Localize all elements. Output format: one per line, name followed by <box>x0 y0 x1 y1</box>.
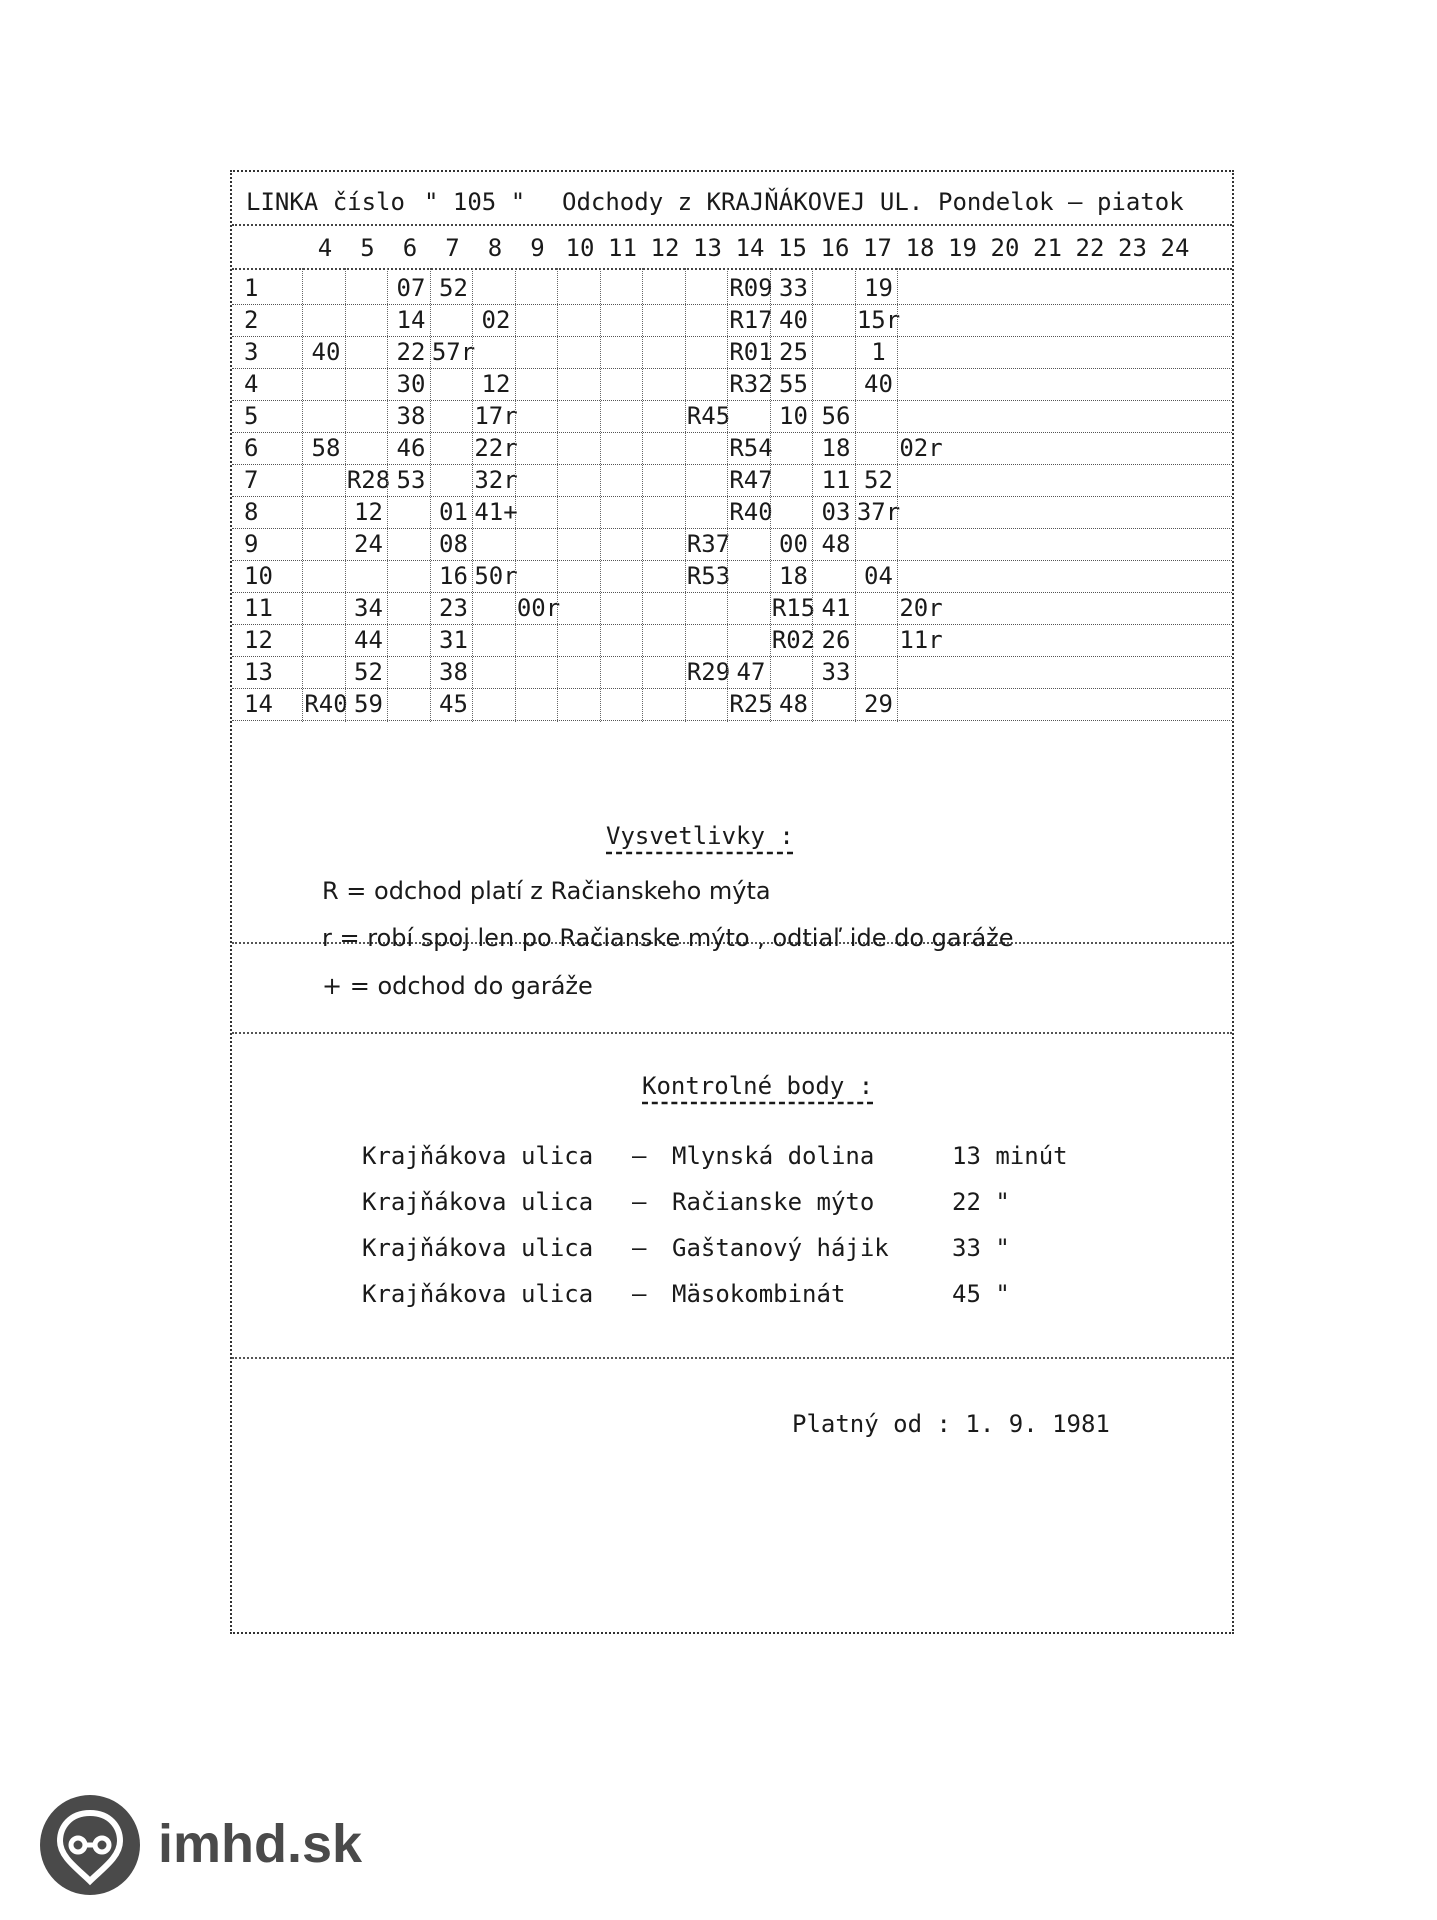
departure-minute: R45 <box>686 402 731 430</box>
hour-label: 13 <box>693 234 722 262</box>
table-row <box>232 336 1232 369</box>
control-point-to: Račianske mýto <box>672 1188 875 1216</box>
departure-minute: 37r <box>856 498 901 526</box>
hour-label: 15 <box>778 234 807 262</box>
departure-minute: 52 <box>864 466 893 494</box>
row-number: 9 <box>244 530 259 558</box>
control-point-from: Krajňákova ulica <box>362 1234 594 1262</box>
row-number: 13 <box>244 658 273 686</box>
table-row <box>232 592 1232 625</box>
departure-minute: R40 <box>729 498 773 526</box>
departure-minute: 47 <box>736 658 766 686</box>
line-number: " 105 " <box>424 188 526 216</box>
table-row <box>232 624 1232 657</box>
departure-minute: R29 <box>686 658 731 686</box>
departure-minute: 23 <box>439 594 468 622</box>
column-line <box>345 268 346 722</box>
departure-minute: 40 <box>779 306 808 334</box>
row-number: 11 <box>244 594 273 622</box>
departure-minute: R02 <box>771 626 816 654</box>
column-line <box>515 268 516 722</box>
departure-minute: 41 <box>821 594 851 622</box>
control-point-from: Krajňákova ulica <box>362 1188 594 1216</box>
departure-minute: 00 <box>779 530 808 558</box>
departure-minute: 14 <box>396 306 426 334</box>
hour-label: 24 <box>1160 234 1190 262</box>
departure-minute: 00r <box>516 594 561 622</box>
control-points-title: Kontrolné body : <box>642 1072 874 1100</box>
control-point-dash: – <box>632 1234 647 1262</box>
column-line <box>727 268 728 722</box>
departure-minute: 48 <box>779 690 808 718</box>
control-point-dash: – <box>632 1188 647 1216</box>
control-point-dash: – <box>632 1142 647 1170</box>
hour-label: 7 <box>445 234 460 262</box>
departure-minute: 12 <box>481 370 511 398</box>
departure-minute: 26 <box>821 626 851 654</box>
control-point-time: 33 " <box>952 1234 1010 1262</box>
line-label: LINKA číslo <box>246 188 405 216</box>
logo-icon <box>40 1795 140 1895</box>
row-number: 10 <box>244 562 273 590</box>
departure-minute: R28 <box>346 466 391 494</box>
row-number: 8 <box>244 498 259 526</box>
table-row <box>232 432 1232 465</box>
departure-minute: 31 <box>439 626 468 654</box>
hour-label: 4 <box>317 234 333 262</box>
control-point-from: Krajňákova ulica <box>362 1142 594 1170</box>
column-line <box>557 268 558 722</box>
departure-minute: 19 <box>864 274 893 302</box>
departure-minute: 20r <box>899 594 943 622</box>
departure-minute: 52 <box>354 658 383 686</box>
hour-label: 5 <box>360 234 375 262</box>
departure-minute: 04 <box>864 562 893 590</box>
row-number: 3 <box>244 338 259 366</box>
row-number: 12 <box>244 626 273 654</box>
departure-minute: 18 <box>779 562 808 590</box>
control-point-to: Gaštanový hájik <box>672 1234 889 1262</box>
departure-minute: R53 <box>686 562 731 590</box>
departure-minute: 33 <box>821 658 851 686</box>
control-point-to: Mäsokombinát <box>672 1280 846 1308</box>
hour-label: 12 <box>650 234 680 262</box>
departure-minute: 57r <box>431 338 476 366</box>
departure-minute: 24 <box>354 530 383 558</box>
departure-minute: 38 <box>439 658 468 686</box>
departure-minute: 41+ <box>474 498 518 526</box>
departure-minute: 02 <box>481 306 511 334</box>
column-line <box>897 268 898 722</box>
table-row <box>232 528 1232 561</box>
hour-label: 9 <box>530 234 545 262</box>
table-row <box>232 688 1232 721</box>
departure-minute: 07 <box>396 274 426 302</box>
departure-minute: 16 <box>439 562 468 590</box>
row-number: 14 <box>244 690 273 718</box>
departure-minute: 40 <box>864 370 893 398</box>
column-line <box>685 268 686 722</box>
departure-minute: 55 <box>779 370 808 398</box>
departure-minute: 11 <box>821 466 851 494</box>
column-line <box>770 268 771 722</box>
departure-minute: 25 <box>779 338 808 366</box>
departure-minute: R17 <box>729 306 773 334</box>
departure-minute: 29 <box>864 690 893 718</box>
departure-minute: 10 <box>779 402 808 430</box>
departure-minute: 59 <box>354 690 383 718</box>
table-row <box>232 400 1232 433</box>
column-line <box>642 268 643 722</box>
hour-label: 18 <box>905 234 935 262</box>
valid-from: Platný od : 1. 9. 1981 <box>792 1410 1110 1438</box>
hour-label: 21 <box>1033 234 1062 262</box>
control-point-time: 22 " <box>952 1188 1010 1216</box>
hour-label: 23 <box>1118 234 1147 262</box>
table-row <box>232 368 1232 401</box>
departure-minute: 56 <box>821 402 851 430</box>
control-point-dash: – <box>632 1280 647 1308</box>
departure-minute: 22r <box>474 434 518 462</box>
departure-minute: R32 <box>729 370 773 398</box>
departure-minute: R25 <box>729 690 773 718</box>
row-number: 1 <box>244 274 259 302</box>
table-row <box>232 304 1232 337</box>
hour-header-row <box>232 228 1232 270</box>
legend-item: r = robí spoj len po Račianske mýto , odtiaľ ide do garáže <box>322 924 1014 952</box>
column-line <box>430 268 431 722</box>
column-line <box>387 268 388 722</box>
departure-minute: R01 <box>729 338 773 366</box>
departure-minute: 50r <box>474 562 518 590</box>
imhd-logo <box>40 1795 400 1895</box>
control-point-time: 45 " <box>952 1280 1010 1308</box>
departure-minute: 08 <box>439 530 468 558</box>
departure-minute: 18 <box>821 434 851 462</box>
timetable-sheet <box>230 170 1234 1634</box>
table-row <box>232 496 1232 529</box>
column-line <box>600 268 601 722</box>
control-point-to: Mlynská dolina <box>672 1142 875 1170</box>
legend-item: R = odchod platí z Račianskeho mýta <box>322 877 771 905</box>
hour-label: 20 <box>990 234 1020 262</box>
hour-label: 6 <box>402 234 418 262</box>
divider <box>232 1032 1232 1034</box>
departure-minute: 48 <box>821 530 851 558</box>
column-line <box>812 268 813 722</box>
row-number: 4 <box>244 370 259 398</box>
hour-label: 14 <box>735 234 765 262</box>
departure-minute: R47 <box>729 466 773 494</box>
departure-minute: R54 <box>729 434 773 462</box>
departure-minute: 58 <box>311 434 341 462</box>
row-number: 5 <box>244 402 259 430</box>
departure-minute: 11r <box>899 626 943 654</box>
hour-label: 11 <box>608 234 637 262</box>
control-point-time: 13 minút <box>952 1142 1068 1170</box>
departure-minute: 44 <box>354 626 383 654</box>
departure-minute: 34 <box>354 594 383 622</box>
departure-minute: 22 <box>396 338 426 366</box>
logo-text: imhd.sk <box>158 1814 363 1874</box>
departure-minute: 46 <box>396 434 426 462</box>
legend-title: Vysvetlivky : <box>606 822 794 850</box>
departure-minute: 45 <box>439 690 468 718</box>
hour-label: 16 <box>820 234 850 262</box>
control-point-from: Krajňákova ulica <box>362 1280 594 1308</box>
departure-minute: 1 <box>871 338 886 366</box>
row-number: 7 <box>244 466 259 494</box>
timetable-header <box>232 172 1232 226</box>
days-label: Pondelok – piatok <box>938 188 1184 216</box>
departure-minute: R40 <box>304 690 348 718</box>
departure-minute: 12 <box>354 498 383 526</box>
hour-label: 22 <box>1075 234 1105 262</box>
departure-minute: 53 <box>396 466 426 494</box>
departures-label: Odchody z KRAJŇÁKOVEJ UL. <box>562 188 924 216</box>
column-line <box>855 268 856 722</box>
departure-minute: 15r <box>856 306 901 334</box>
hour-label: 10 <box>565 234 595 262</box>
departure-minute: 38 <box>396 402 426 430</box>
departure-minute: 17r <box>474 402 518 430</box>
hour-label: 19 <box>948 234 977 262</box>
table-row <box>232 560 1232 593</box>
departure-minute: 40 <box>311 338 341 366</box>
departure-minute: R37 <box>686 530 731 558</box>
departure-minute: 01 <box>439 498 468 526</box>
table-row <box>232 272 1232 305</box>
departure-minute: 33 <box>779 274 808 302</box>
hour-label: 8 <box>487 234 503 262</box>
departure-minute: 03 <box>821 498 851 526</box>
departure-minute: R15 <box>771 594 816 622</box>
departure-minute: 52 <box>439 274 468 302</box>
divider <box>232 1357 1232 1359</box>
hour-label: 17 <box>863 234 892 262</box>
departure-minute: 32r <box>474 466 518 494</box>
table-row <box>232 656 1232 689</box>
column-line <box>472 268 473 722</box>
departure-minute: 30 <box>396 370 426 398</box>
departure-minute: R09 <box>729 274 773 302</box>
departure-minute: 02r <box>899 434 943 462</box>
column-line <box>302 268 303 722</box>
table-row <box>232 464 1232 497</box>
legend-item: + = odchod do garáže <box>322 972 593 1000</box>
row-number: 6 <box>244 434 259 462</box>
row-number: 2 <box>244 306 259 334</box>
